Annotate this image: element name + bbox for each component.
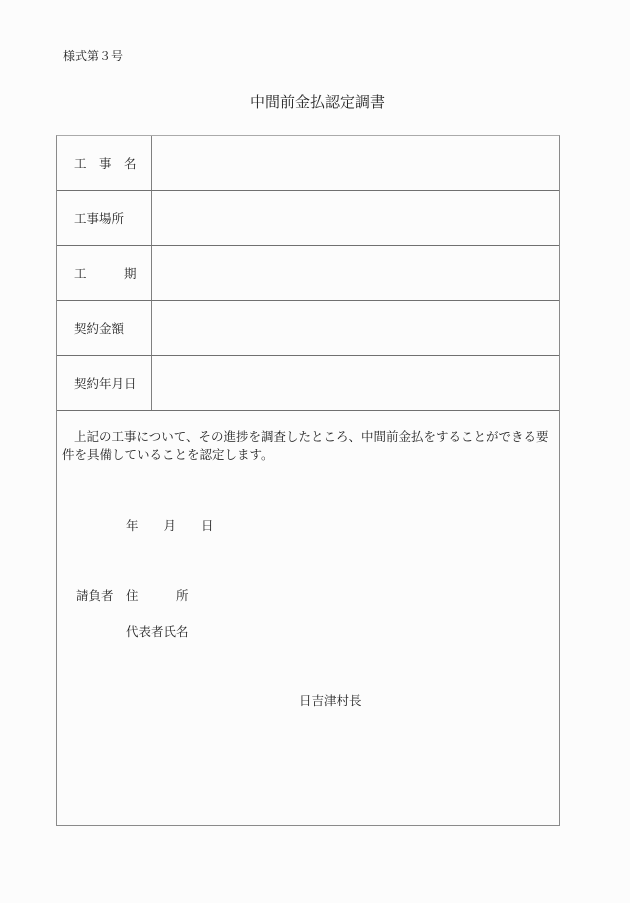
date-line: 年 月 日 — [126, 518, 214, 533]
certifier-name: 日吉津村長 — [299, 693, 362, 708]
certification-form — [56, 135, 560, 826]
form-number: 様式第３号 — [63, 49, 124, 63]
row-contract-amount — [57, 301, 559, 356]
field-contract-date[interactable] — [153, 356, 559, 410]
certification-statement: 上記の工事について、その進捗を調査したところ、中間前金払をすることができる要件を具備していることを認定します。 — [62, 429, 549, 462]
row-project-location — [57, 191, 559, 246]
row-contract-date — [57, 356, 559, 411]
contractor-label: 請負者 — [76, 588, 114, 603]
row-construction-period — [57, 246, 559, 301]
field-construction-period[interactable] — [153, 246, 559, 300]
address-label: 住 所 — [126, 588, 189, 603]
field-project-name[interactable] — [153, 136, 559, 190]
label-contract-amount: 契約金額 — [57, 301, 152, 355]
label-project-name: 工 事 名 — [57, 136, 152, 190]
representative-name-label: 代表者氏名 — [126, 624, 189, 639]
row-project-name — [57, 136, 559, 191]
label-construction-period: 工 期 — [57, 246, 152, 300]
label-contract-date: 契約年月日 — [57, 356, 152, 410]
document-title: 中間前金払認定調書 — [250, 93, 386, 111]
field-contract-amount[interactable] — [153, 301, 559, 355]
label-project-location: 工事場所 — [57, 191, 152, 245]
field-project-location[interactable] — [153, 191, 559, 245]
